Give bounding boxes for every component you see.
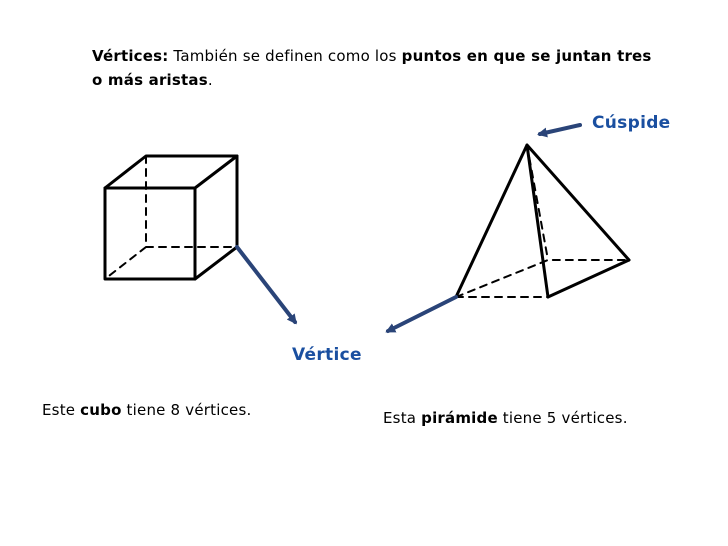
cube-caption-suffix: tiene 8 vértices. <box>121 401 252 419</box>
pyramid-caption-shape: pirámide <box>421 409 498 427</box>
vertex-label: Vértice <box>292 345 362 365</box>
definition-emphasis: puntos en que se juntan tres o más aristas <box>92 47 652 89</box>
cube-figure <box>105 156 237 279</box>
cube-right-edges <box>195 156 237 279</box>
pyramid-caption-suffix: tiene 5 vértices. <box>497 409 628 427</box>
definition-text-end: . <box>207 71 213 89</box>
pyramid-caption <box>383 409 628 427</box>
cube-caption-prefix: Este <box>42 401 81 419</box>
cube-front-face <box>105 188 195 279</box>
pyramid-lateral-edges <box>456 145 629 297</box>
definition-text-start: También se definen como los <box>168 47 402 65</box>
apex-arrow <box>540 125 580 134</box>
pyramid-base-edges <box>548 260 629 297</box>
pyramid-vertex-arrow <box>388 297 456 331</box>
cube-caption-shape: cubo <box>80 401 122 419</box>
pyramid-caption-prefix: Esta <box>383 409 422 427</box>
pyramid-hidden-edges <box>456 145 629 297</box>
cube-caption <box>42 401 251 419</box>
cube-top-edges <box>105 156 237 188</box>
cube-vertex-arrow <box>237 247 295 322</box>
definition-term: Vértices: <box>92 47 169 65</box>
pyramid-figure <box>456 145 629 297</box>
apex-label: Cúspide <box>592 113 671 133</box>
